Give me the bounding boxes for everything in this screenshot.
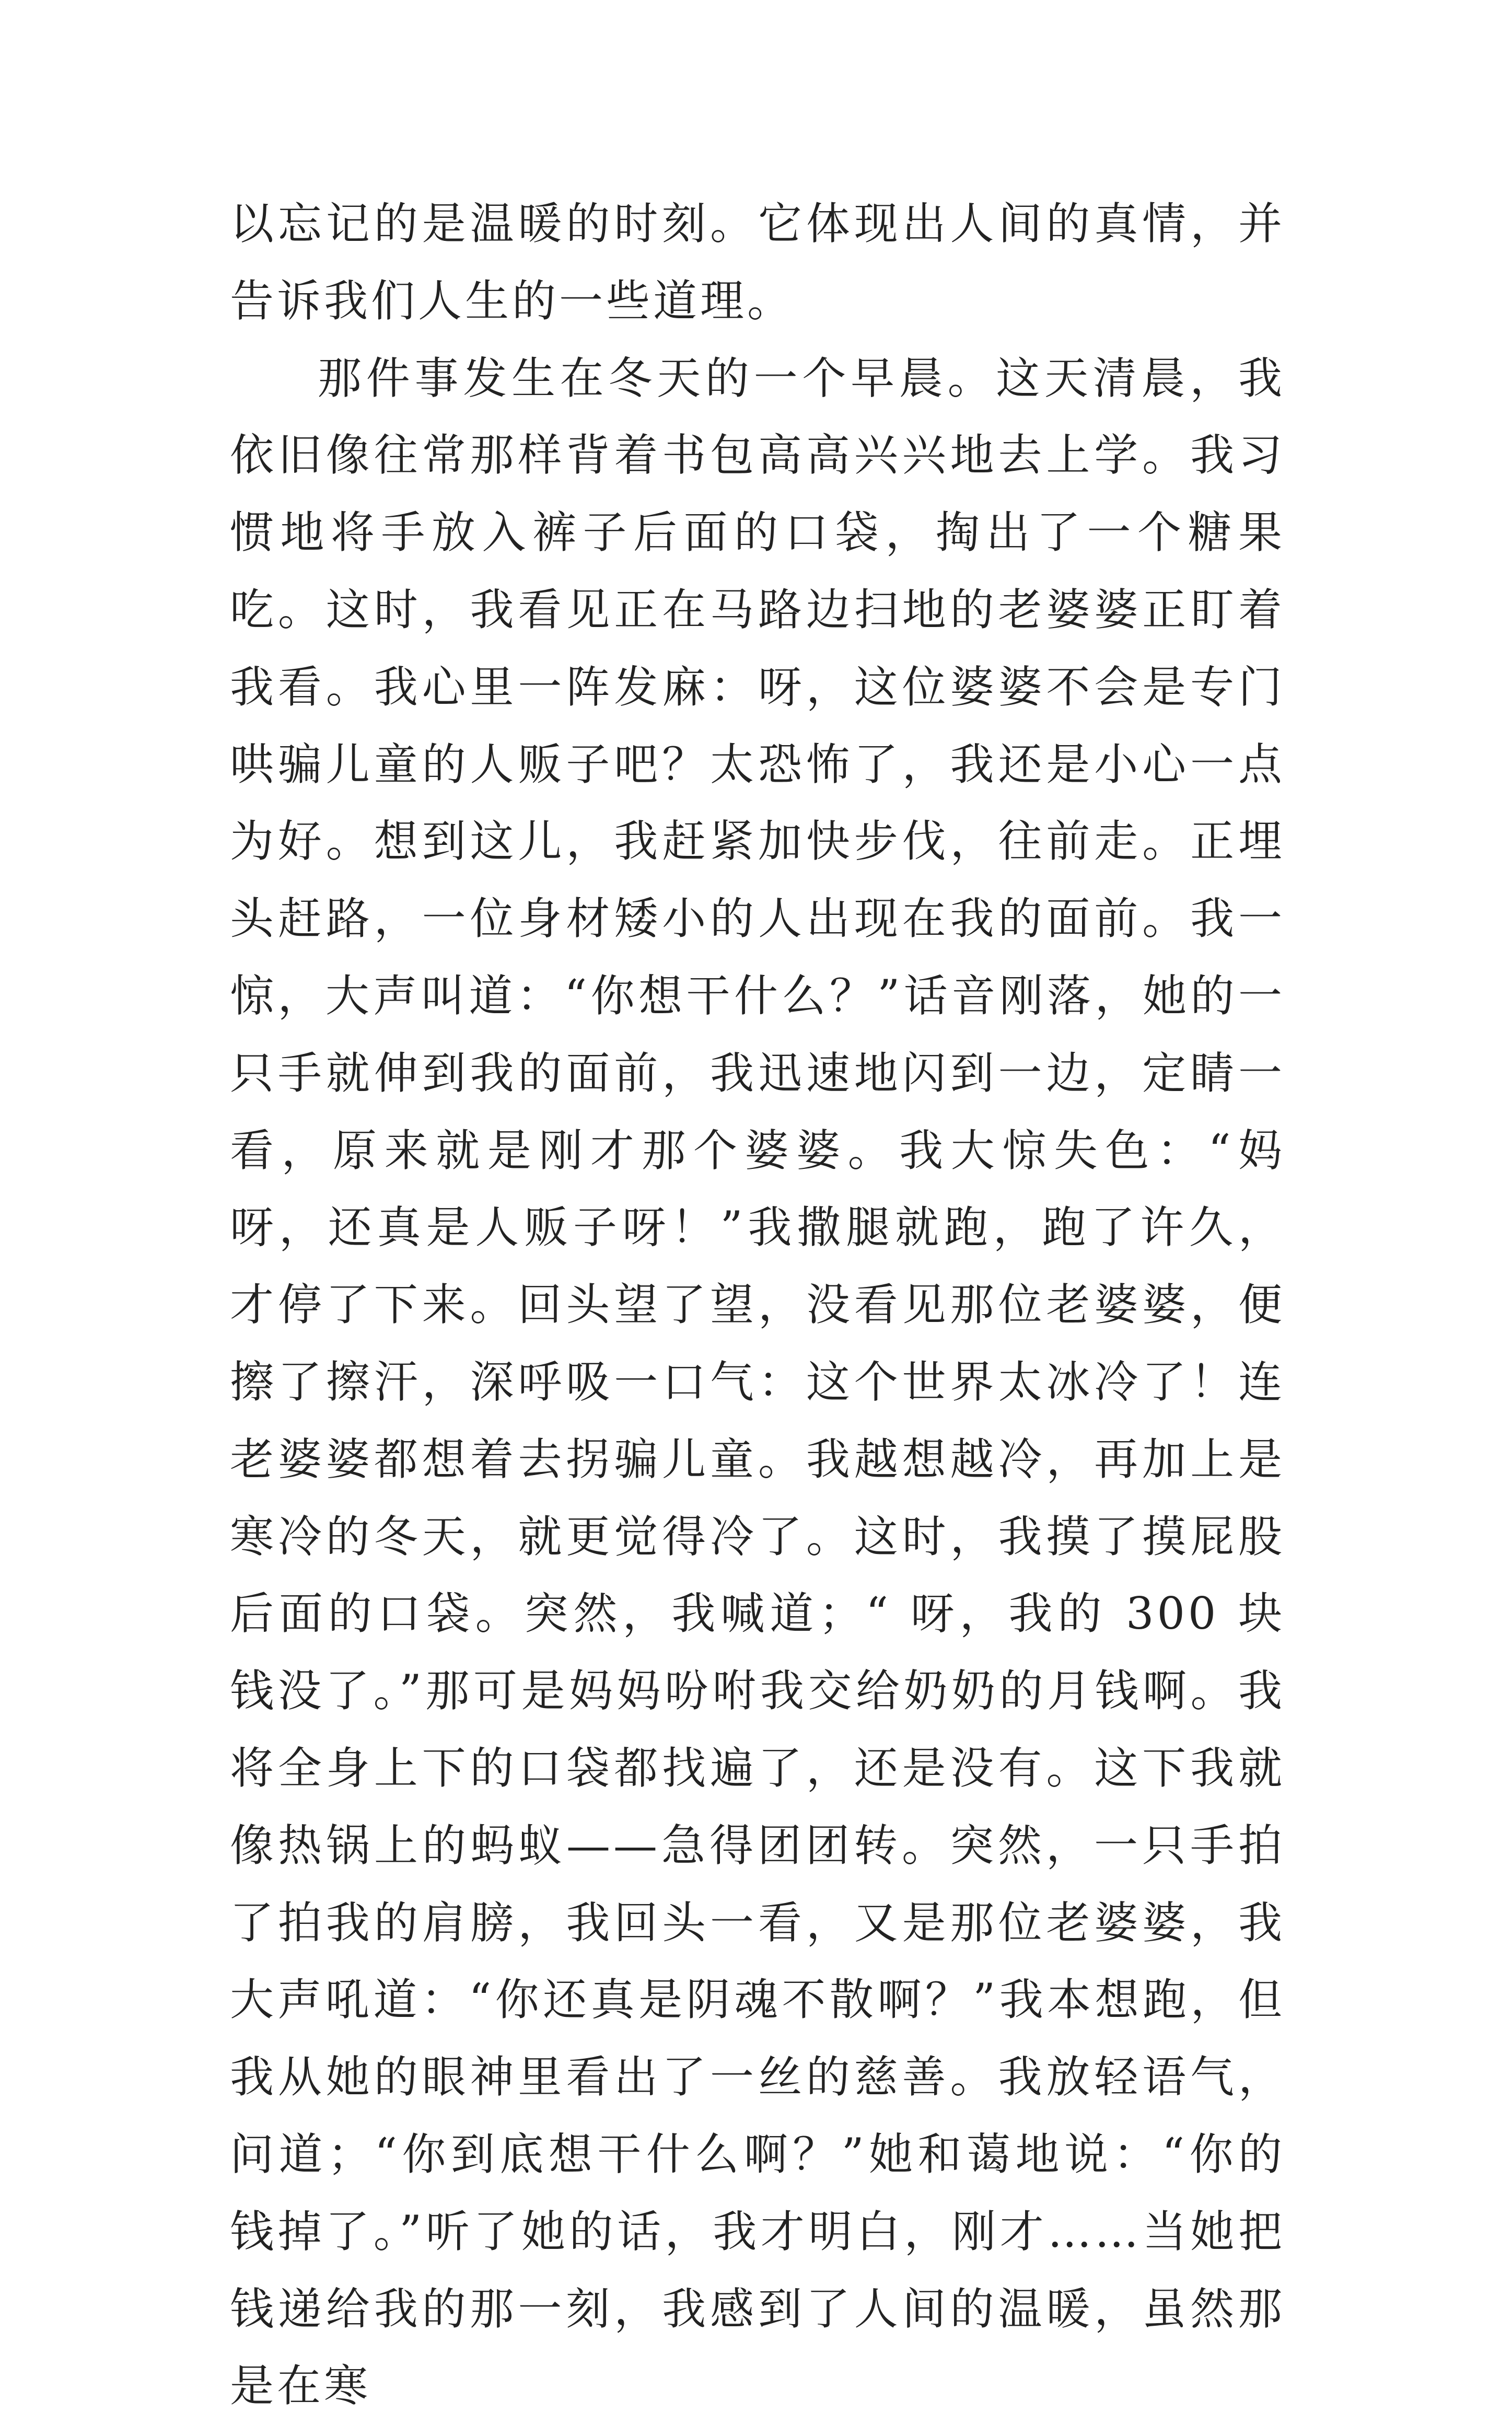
paragraph-2: 那件事发生在冬天的一个早晨。这天清晨，我依旧像往常那样背着书包高高兴兴地去上学。我习惯地将手放入裤子后面的口袋，掏出了一个糖果吃。这时，我看见正在马路边扫地的老婆婆正盯着我看。我心里一阵发麻：呀，这位婆婆不会是专门哄骗儿童的人贩子吧？太恐怖了，我还是小心一点为好。想到这儿，我赶紧加快步伐，往前走。正埋头赶路，一位身材矮小的人出现在我的面前。我一惊，大声叫道：“你想干什么？”话音刚落，她的一只手就伸到我的面前，我迅速地闪到一边，定睛一看，原来就是刚才那个婆婆。我大惊失色：“妈呀，还真是人贩子呀！”我撒腿就跑，跑了许久，才停了下来。回头望了望，没看见那位老婆婆，便擦了擦汗，深呼吸一口气：这个世界太冰冷了！连老婆婆都想着去拐骗儿童。我越想越冷，再加上是寒冷的冬天，就更觉得冷了。这时，我摸了摸屁股后面的口袋。突然，我喊道；“ 呀，我的 300 块钱没了。”那可是妈妈吩咐我交给奶奶的月钱啊。我将全身上下的口袋都找遍了，还是没有。这下我就像热锅上的蚂蚁——急得团团转。突然，一只手拍了拍我的肩膀，我回头一看，又是那位老婆婆，我大声吼道：“你还真是阴魂不散啊？”我本想跑，但我从她的眼神里看出了一丝的慈善。我放轻语气，问道；“你到底想干什么啊？”她和蔼地说：“你的钱掉了。”听了她的话，我才明白，刚才……当她把钱递给我的那一刻，我感到了人间的温暖，虽然那是在寒 [230,352,1285,2412]
paragraph-1: 以忘记的是温暖的时刻。它体现出人间的真情，并告诉我们人生的一些道理。 [230,198,1285,327]
essay-body [230,185,1285,2425]
